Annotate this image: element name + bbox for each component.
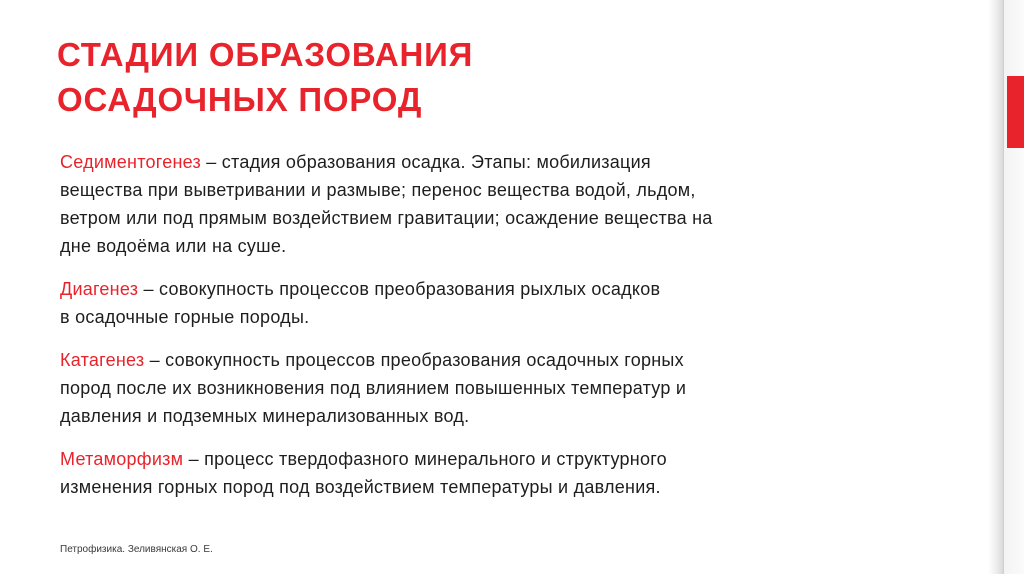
paragraph-sedimentogenesis (60, 148, 890, 260)
accent-bar (1007, 76, 1024, 148)
paragraph-line: изменения горных пород под воздействием температуры и давления. (60, 477, 661, 497)
definition-text: – процесс твердофазного минерального и структурного (183, 449, 667, 469)
paragraph-line (60, 275, 890, 303)
paragraph-line: давления и подземных минерализованных вод. (60, 406, 470, 426)
slide-body (60, 148, 890, 516)
term-metamorphism: Метаморфизм (60, 449, 184, 469)
slide-title-line-2: ОСАДОЧНЫХ ПОРОД (57, 81, 423, 118)
definition-text: – стадия образования осадка. Этапы: мобилизация (201, 152, 651, 172)
paragraph-line: в осадочные горные породы. (60, 307, 310, 327)
paragraph-line: ветром или под прямым воздействием гравитации; осаждение вещества на (60, 208, 713, 228)
paragraph-line: дне водоёма или на суше. (60, 236, 287, 256)
term-diagenesis: Диагенез (60, 279, 139, 299)
paragraph-line: пород после их возникновения под влиянием повышенных температур и (60, 378, 687, 398)
definition-text: – совокупность процессов преобразования рыхлых осадков (138, 279, 661, 299)
paragraph-metamorphism (60, 445, 890, 501)
paragraph-line (60, 346, 890, 374)
paragraph-line: вещества при выветривании и размыве; перенос вещества водой, льдом, (60, 180, 696, 200)
term-catagenesis: Катагенез (60, 350, 145, 370)
footer-author: Петрофизика. Зеливянская О. Е. (60, 544, 213, 555)
page-edge-shadow (988, 0, 1004, 574)
paragraph-line (60, 445, 890, 473)
term-sedimentogenesis: Седиментогенез (60, 152, 202, 172)
slide-title (57, 32, 473, 122)
paragraph-diagenesis (60, 275, 890, 331)
paragraph-catagenesis (60, 346, 890, 430)
definition-text: – совокупность процессов преобразования осадочных горных (144, 350, 684, 370)
slide-title-line-1: СТАДИИ ОБРАЗОВАНИЯ (57, 36, 474, 73)
paragraph-line (60, 148, 890, 176)
